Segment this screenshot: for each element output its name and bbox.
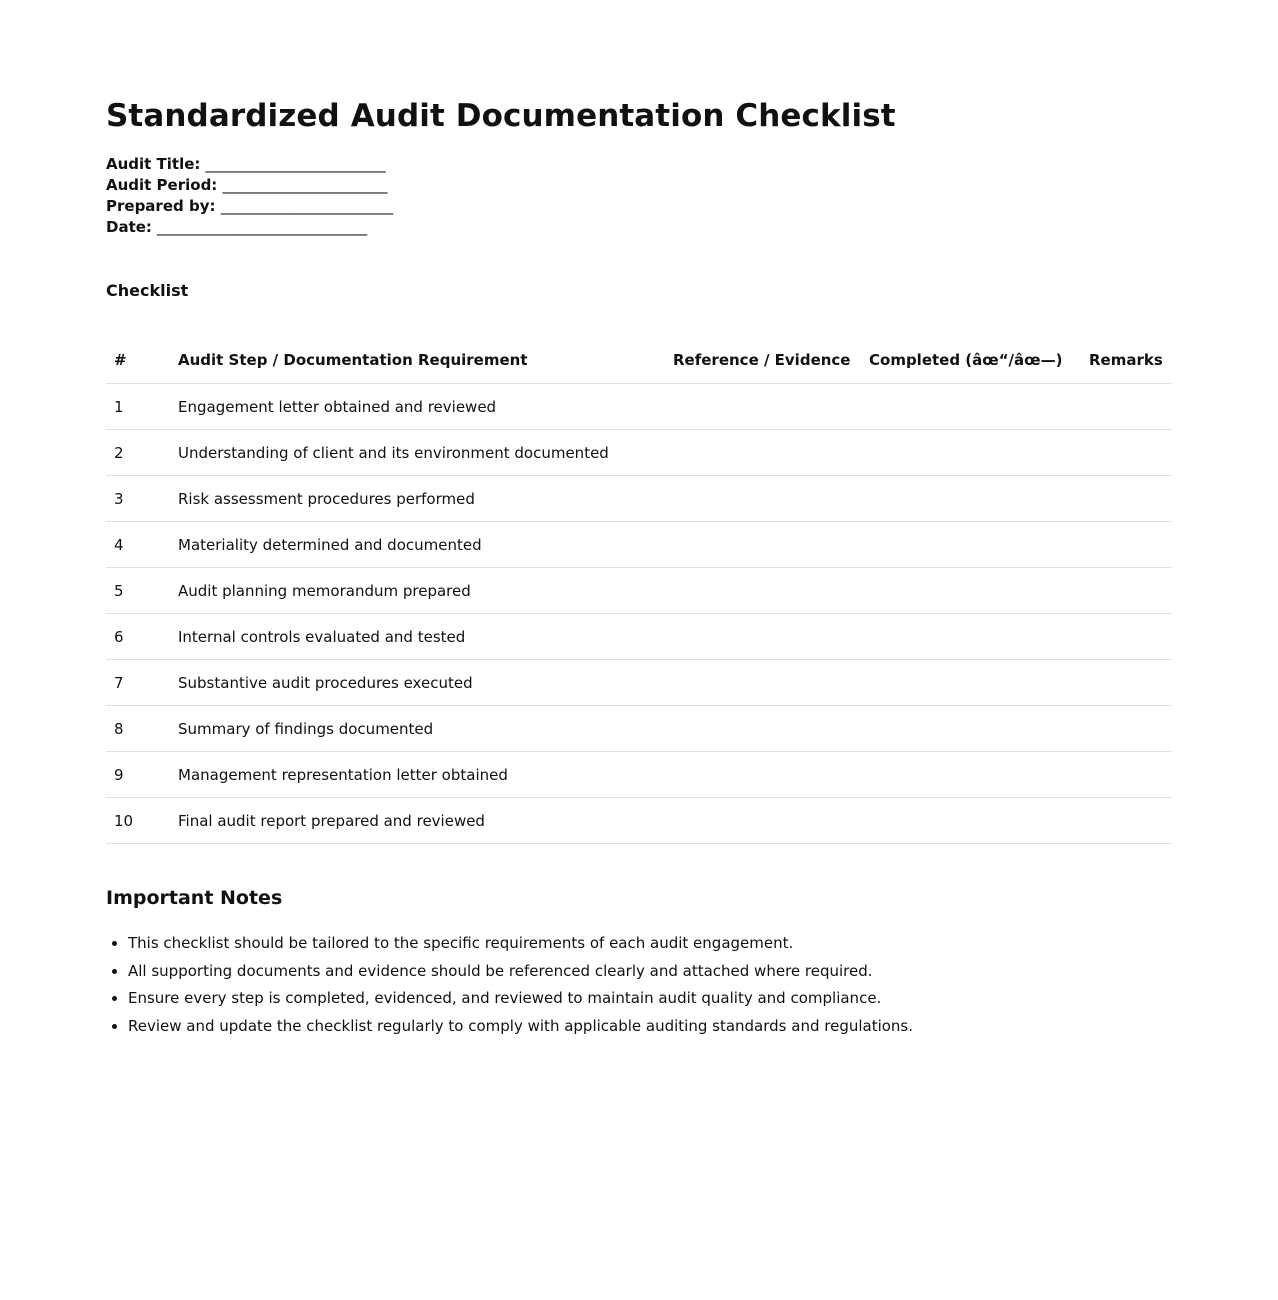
row-remarks	[1089, 660, 1172, 706]
table-row	[106, 522, 1172, 568]
row-num: 2	[106, 430, 178, 476]
row-reference	[673, 798, 869, 844]
table-row	[106, 614, 1172, 660]
row-step: Understanding of client and its environment documented	[178, 430, 673, 476]
prepared-by-label: Prepared by:	[106, 197, 216, 215]
row-reference	[673, 430, 869, 476]
row-step: Materiality determined and documented	[178, 522, 673, 568]
date-label: Date:	[106, 218, 152, 236]
list-item: • All supporting documents and evidence should be referenced clearly and attached where required.	[128, 958, 1172, 986]
row-remarks	[1089, 430, 1172, 476]
row-step: Risk assessment procedures performed	[178, 476, 673, 522]
date-field	[106, 217, 1172, 238]
audit-period-field	[106, 175, 1172, 196]
table-row	[106, 660, 1172, 706]
row-completed	[869, 430, 1089, 476]
row-step: Internal controls evaluated and tested	[178, 614, 673, 660]
row-num: 10	[106, 798, 178, 844]
row-step: Engagement letter obtained and reviewed	[178, 384, 673, 430]
checklist-table	[106, 337, 1172, 844]
row-remarks	[1089, 384, 1172, 430]
row-completed	[869, 614, 1089, 660]
row-remarks	[1089, 706, 1172, 752]
header-step: Audit Step / Documentation Requirement	[178, 351, 528, 369]
row-remarks	[1089, 568, 1172, 614]
row-completed	[869, 384, 1089, 430]
audit-metadata	[106, 154, 1172, 238]
table-row	[106, 752, 1172, 798]
row-completed	[869, 522, 1089, 568]
checklist-label: Checklist	[106, 281, 189, 300]
header-reference: Reference / Evidence	[673, 351, 851, 369]
audit-period-blank: ______________________	[222, 176, 388, 194]
row-reference	[673, 568, 869, 614]
table-row	[106, 706, 1172, 752]
list-item: • Review and update the checklist regularly to comply with applicable auditing standards and regulations.	[128, 1013, 1172, 1041]
table-row	[106, 430, 1172, 476]
date-blank: ____________________________	[157, 218, 368, 236]
row-reference	[673, 476, 869, 522]
row-remarks	[1089, 476, 1172, 522]
row-remarks	[1089, 752, 1172, 798]
prepared-by-field	[106, 196, 1172, 217]
row-completed	[869, 706, 1089, 752]
row-step: Final audit report prepared and reviewed	[178, 798, 673, 844]
row-completed	[869, 798, 1089, 844]
row-reference	[673, 614, 869, 660]
row-completed	[869, 660, 1089, 706]
row-num: 3	[106, 476, 178, 522]
list-item: • This checklist should be tailored to the specific requirements of each audit engagement.	[128, 930, 1172, 958]
row-reference	[673, 522, 869, 568]
notes-list	[106, 930, 1172, 1040]
row-reference	[673, 706, 869, 752]
page-title: Standardized Audit Documentation Checklist	[106, 98, 896, 134]
table-row	[106, 384, 1172, 430]
table-row	[106, 476, 1172, 522]
row-completed	[869, 752, 1089, 798]
audit-title-blank: ________________________	[205, 155, 386, 173]
row-step: Substantive audit procedures executed	[178, 660, 673, 706]
row-completed	[869, 476, 1089, 522]
audit-period-label: Audit Period:	[106, 176, 218, 194]
row-remarks	[1089, 798, 1172, 844]
row-num: 8	[106, 706, 178, 752]
table-row	[106, 798, 1172, 844]
row-num: 7	[106, 660, 178, 706]
list-item: • Ensure every step is completed, evidenced, and reviewed to maintain audit quality and compliance.	[128, 985, 1172, 1013]
row-num: 4	[106, 522, 178, 568]
row-num: 9	[106, 752, 178, 798]
row-num: 1	[106, 384, 178, 430]
prepared-by-blank: _______________________	[220, 197, 394, 215]
row-step: Audit planning memorandum prepared	[178, 568, 673, 614]
row-remarks	[1089, 614, 1172, 660]
row-completed	[869, 568, 1089, 614]
row-reference	[673, 660, 869, 706]
table-header-row	[106, 337, 1172, 384]
row-num: 6	[106, 614, 178, 660]
header-num: #	[114, 351, 127, 369]
row-remarks	[1089, 522, 1172, 568]
audit-title-field	[106, 154, 1172, 175]
header-remarks: Remarks	[1089, 351, 1163, 369]
row-step: Summary of findings documented	[178, 706, 673, 752]
row-reference	[673, 752, 869, 798]
audit-title-label: Audit Title:	[106, 155, 201, 173]
notes-heading: Important Notes	[106, 887, 283, 909]
row-num: 5	[106, 568, 178, 614]
row-step: Management representation letter obtained	[178, 752, 673, 798]
table-row	[106, 568, 1172, 614]
header-completed: Completed (âœ“/âœ—)	[869, 351, 1063, 369]
row-reference	[673, 384, 869, 430]
